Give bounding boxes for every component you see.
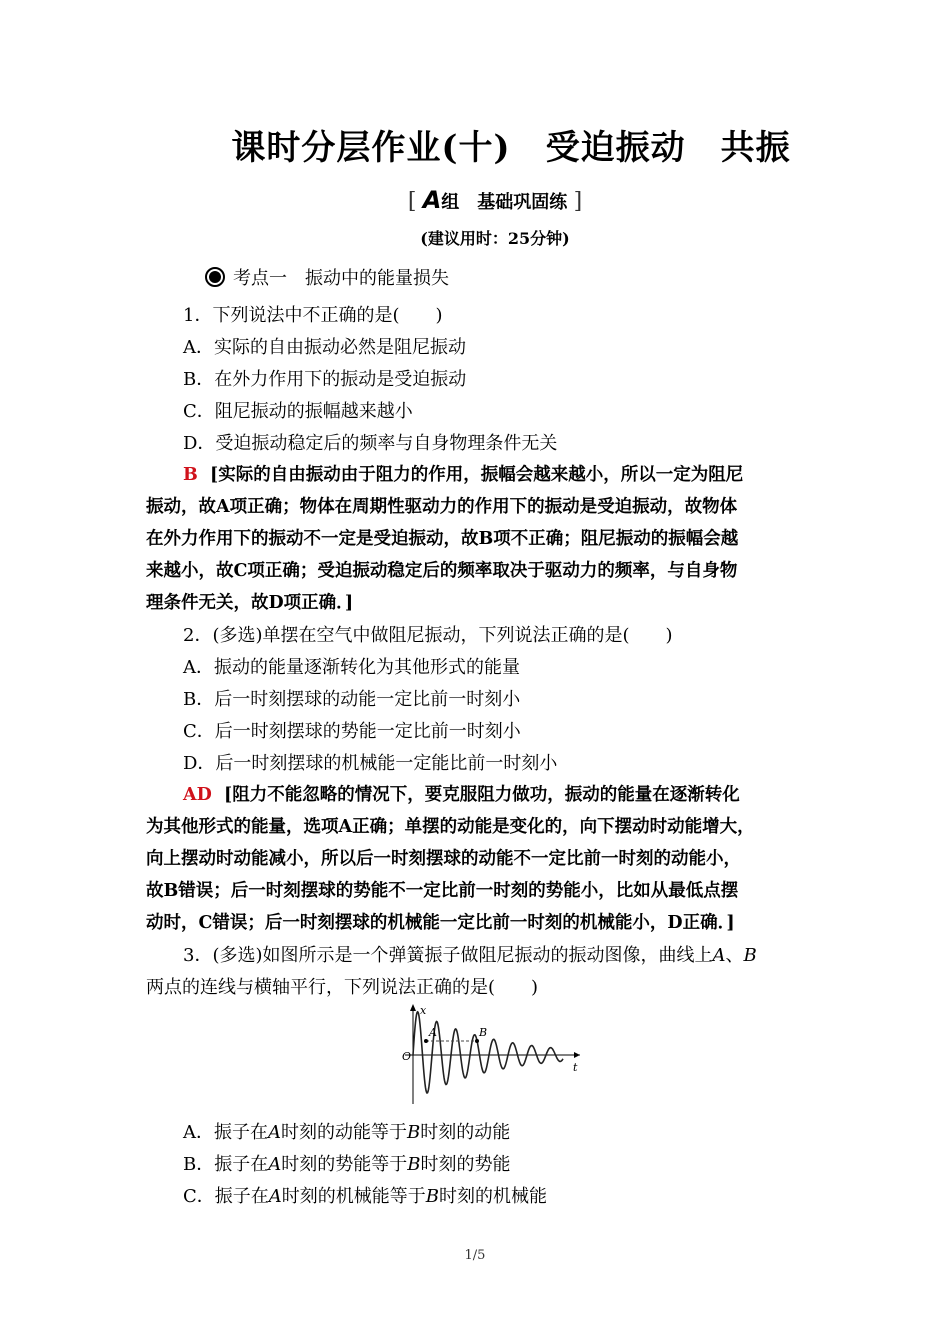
q3-option-text: 时刻的机械能等于 [281,1186,426,1207]
q3-option-point: A [268,1186,282,1207]
q3-option-point: A [268,1122,281,1143]
q3-option-a [183,1118,510,1144]
point-a-label: A [429,1026,437,1039]
q1-answer-line [183,461,743,486]
q3-option-point: B [407,1154,421,1175]
q3-stem-line2: 两点的连线与横轴平行，下列说法正确的是( ) [146,977,539,998]
t-axis-label: t [573,1061,578,1074]
q1-option-c: C．阻尼振动的振幅越来越小 [183,401,413,422]
t-axis-arrow [574,1052,580,1058]
damped-oscillation-figure [395,1000,585,1108]
x-axis-arrow [410,1004,416,1011]
q1-option-a: A．实际的自由振动必然是阻尼振动 [183,337,466,358]
q3-option-text: 时刻的势能 [420,1154,511,1175]
q3-point-a: A [712,945,726,966]
origin-label: O [402,1050,412,1063]
page-title: 课时分层作业(十) 受迫振动 共振 [231,128,791,168]
q2-explanation-line: 故B错误；后一时刻摆球的势能不一定比前一时刻的势能小，比如从最低点摆 [146,881,739,901]
time-note: (建议用时：25分钟) [420,229,570,248]
q1-option-b: B．在外力作用下的振动是受迫振动 [183,369,467,390]
q2-explanation-line: [阻力不能忽略的情况下，要克服阻力做功，振动的能量在逐渐转化 [223,785,740,805]
group-heading [0,186,950,214]
damped-wave-curve [413,1012,563,1093]
q2-option-a: A．振动的能量逐渐转化为其他形式的能量 [183,657,520,678]
q1-explanation-line: 理条件无关，故D项正确．] [146,593,354,613]
section-label: 考点一 振动中的能量损失 [233,268,449,289]
q3-option-text: 时刻的动能等于 [281,1122,407,1143]
q3-stem [183,941,757,967]
q3-option-text: B．振子在 [183,1154,269,1175]
x-axis-label: x [420,1004,427,1017]
q1-explanation-line: [实际的自由振动由于阻力的作用，振幅会越来越小，所以一定为阻尼 [209,465,744,485]
q2-explanation-line: 动时，C错误；后一时刻摆球的机械能一定比前一时刻的机械能小，D正确．] [146,913,735,933]
q2-answer-key: AD [183,785,212,805]
q2-option-b: B．后一时刻摆球的动能一定比前一时刻小 [183,689,521,710]
q1-explanation-line: 振动，故A项正确；物体在周期性驱动力的作用下的振动是受迫振动，故物体 [146,497,738,517]
q1-explanation-line: 来越小，故C项正确；受迫振动稳定后的频率取决于驱动力的频率，与自身物 [146,561,738,581]
q2-explanation-line: 向上摆动时动能减小，所以后一时刻摆球的动能不一定比前一时刻的动能小， [146,849,741,869]
page-number: 1/5 [464,1248,486,1263]
q3-option-text: 时刻的机械能 [439,1186,548,1207]
q3-option-text: 时刻的势能等于 [281,1154,408,1175]
point-a-marker [424,1039,428,1043]
q2-stem: 2．(多选)单摆在空气中做阻尼振动，下列说法正确的是( ) [183,625,673,646]
bracket-right: ] [573,189,583,214]
q3-sep: 、 [725,945,744,966]
q1-stem: 1．下列说法中不正确的是( ) [183,305,443,326]
q1-option-d: D．受迫振动稳定后的频率与自身物理条件无关 [183,433,558,454]
q2-option-d: D．后一时刻摆球的机械能一定能比前一时刻小 [183,753,558,774]
q2-answer-line [183,781,740,806]
section-heading [205,264,449,290]
q3-option-point: B [407,1122,421,1143]
q3-option-text: C．振子在 [183,1186,269,1207]
group-letter: A [422,186,442,214]
q1-explanation-line: 在外力作用下的振动不一定是受迫振动，故B项不正确；阻尼振动的振幅会越 [146,529,739,549]
group-label: 组 基础巩固练 [441,192,568,213]
q3-option-c [183,1182,547,1208]
q1-answer-key: B [183,465,198,485]
q3-option-text: 时刻的动能 [420,1122,511,1143]
q3-option-point: A [268,1154,282,1175]
q3-option-point: B [425,1186,440,1207]
bullseye-icon [205,267,225,287]
bracket-left: [ [407,189,417,214]
point-b-label: B [479,1026,488,1039]
q3-point-b: B [743,945,757,966]
point-b-marker [475,1039,479,1043]
q3-option-b [183,1150,510,1176]
q2-option-c: C．后一时刻摆球的势能一定比前一时刻小 [183,721,521,742]
q2-explanation-line: 为其他形式的能量，选项A正确；单摆的动能是变化的，向下摆动时动能增大， [146,817,755,837]
q3-option-text: A．振子在 [183,1122,268,1143]
q3-stem-text: 3．(多选)如图所示是一个弹簧振子做阻尼振动的振动图像，曲线上 [183,945,713,966]
